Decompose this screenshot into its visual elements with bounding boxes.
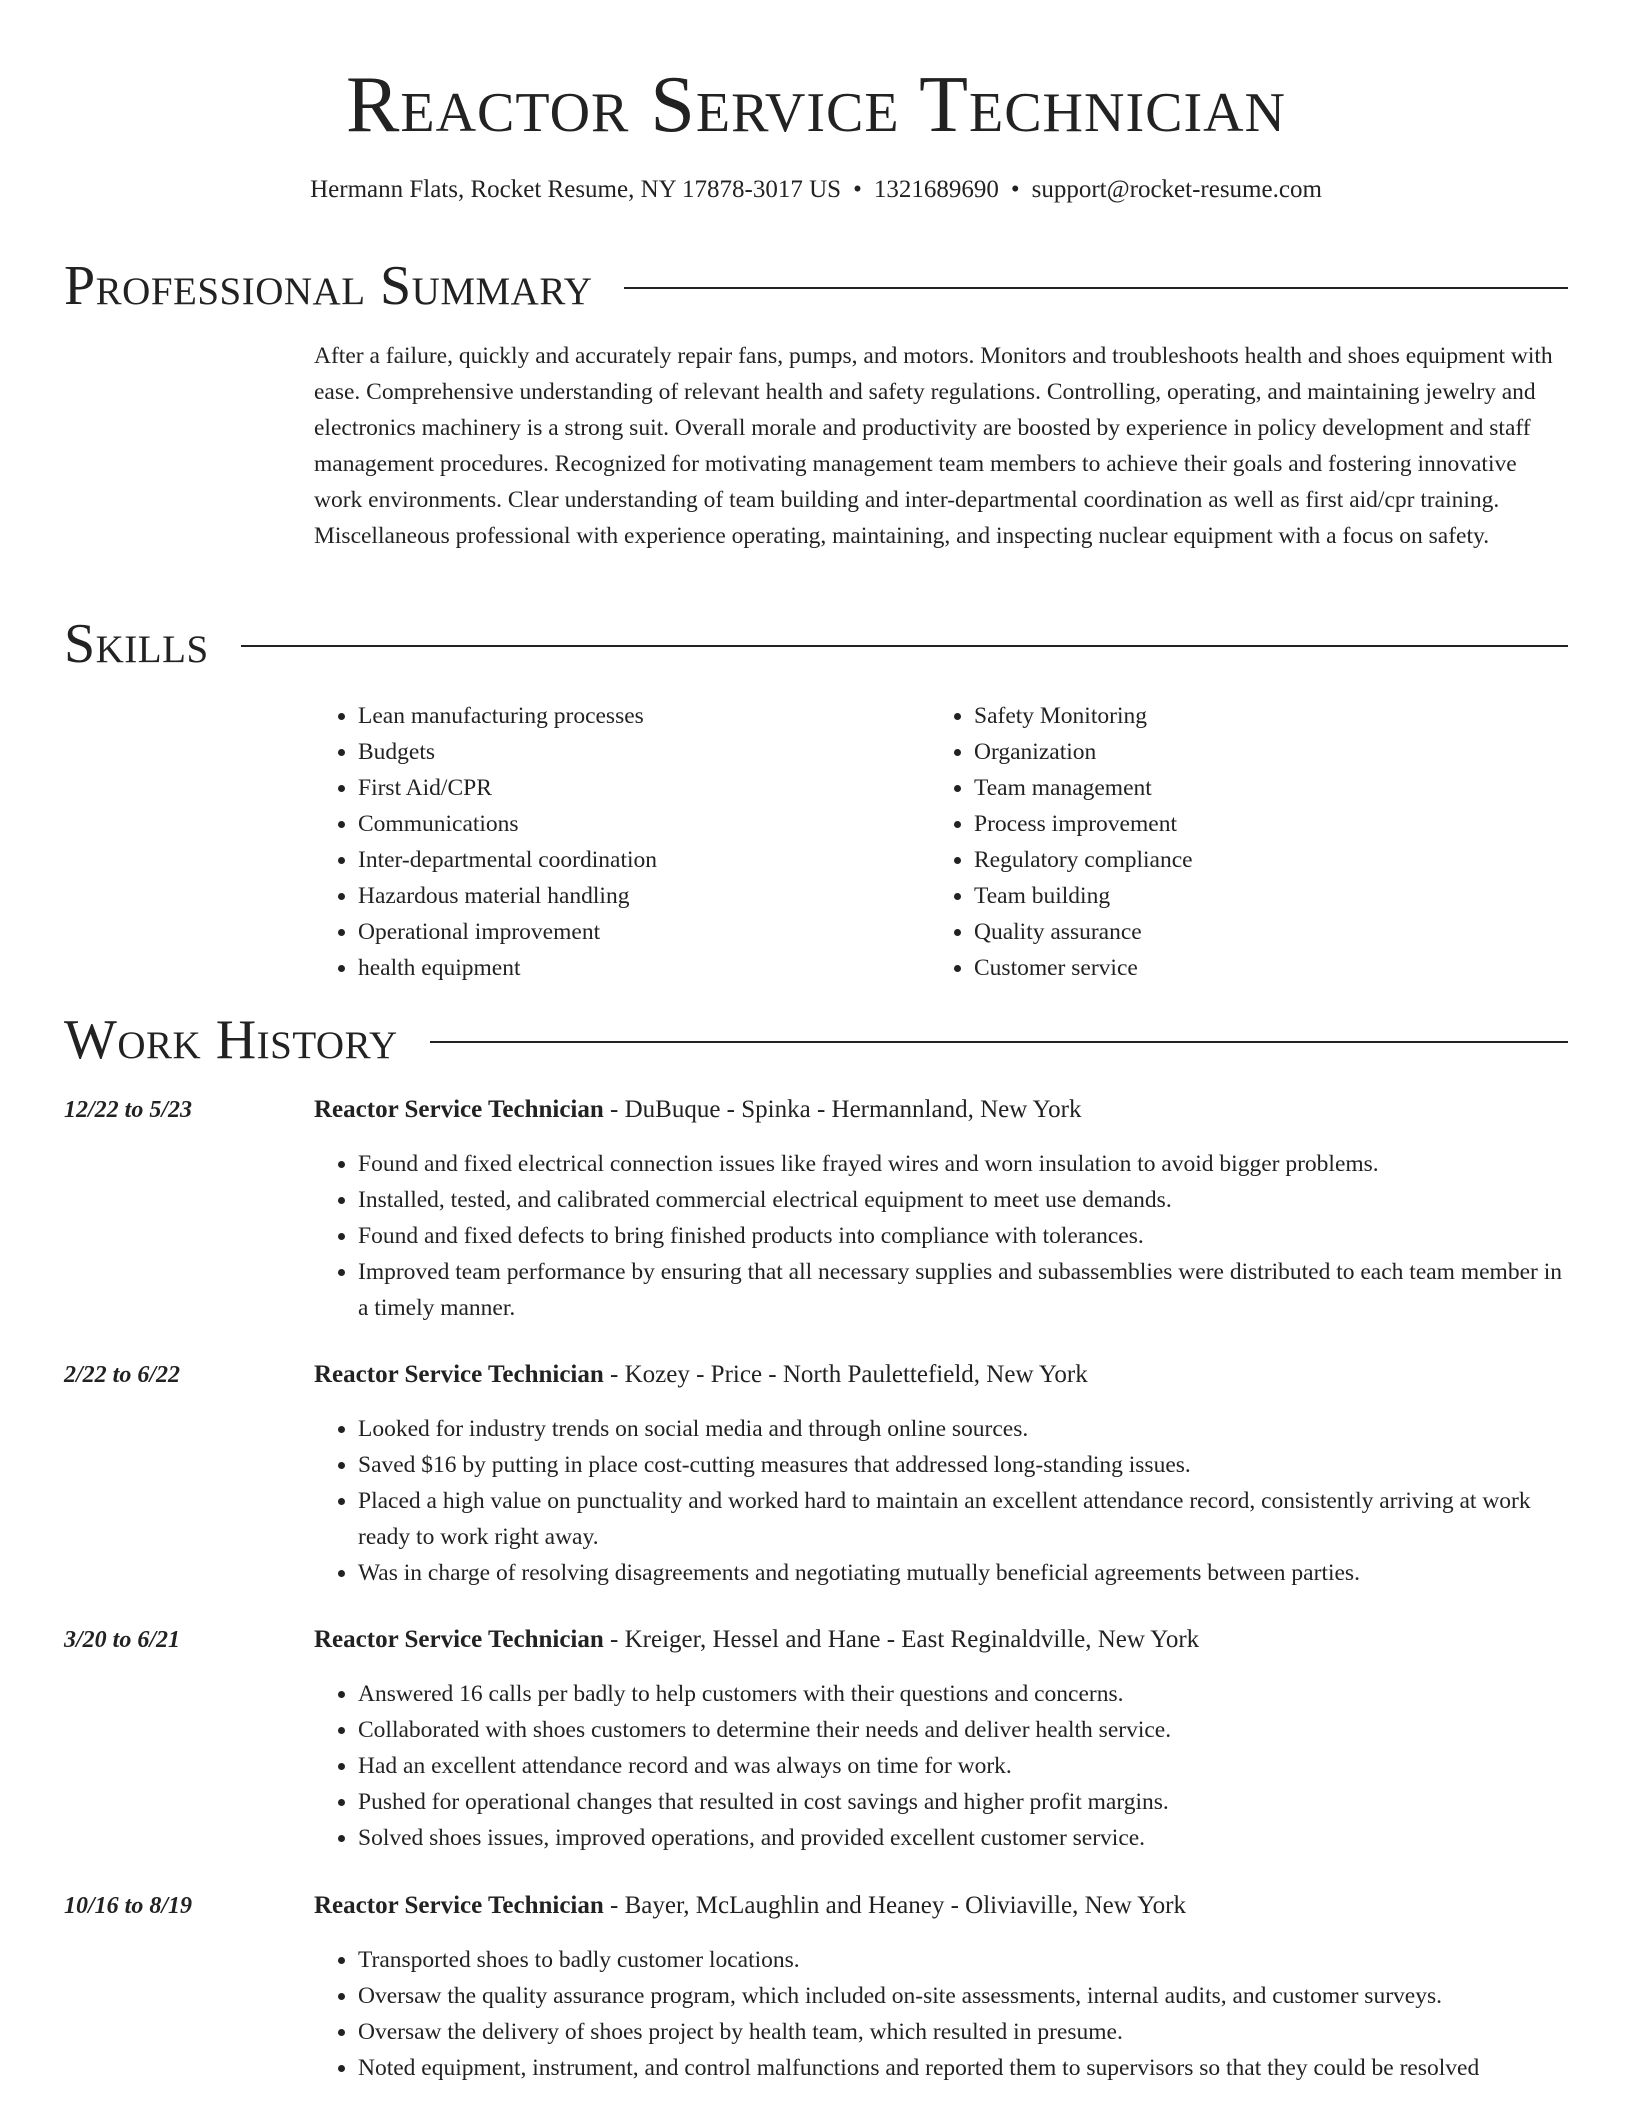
- job-title: Reactor Service Technician: [314, 1892, 604, 1919]
- job-employer: - Kreiger, Hessel and Hane - East Reginaldville, New York: [603, 1626, 1200, 1653]
- skill-item: • Process improvement: [974, 806, 1546, 842]
- job-title: Reactor Service Technician: [314, 1096, 604, 1123]
- job-bullet: • Found and fixed electrical connection issues like frayed wires and worn insulation to avoid bigger problems.: [358, 1146, 1568, 1182]
- skill-item: • Budgets: [358, 734, 930, 770]
- resume-name: Reactor Service Technician: [346, 61, 1286, 149]
- skill-item: • Safety Monitoring: [974, 698, 1546, 734]
- job-bullets: [314, 1146, 1568, 1326]
- summary-section-title: Professional Summary: [64, 255, 593, 317]
- job-heading: [314, 1888, 1186, 1924]
- contact-address: Hermann Flats, Rocket Resume, NY 17878-3017 US: [310, 176, 842, 203]
- section-divider: [430, 1041, 1568, 1043]
- job-bullet: • Answered 16 calls per badly to help customers with their questions and concerns.: [358, 1676, 1568, 1712]
- job-dates: 2/22 to 6/22: [64, 1362, 181, 1388]
- job-bullet: • Had an excellent attendance record and was always on time for work.: [358, 1748, 1568, 1784]
- skill-item: • health equipment: [358, 950, 930, 986]
- skill-item: • Team building: [974, 878, 1546, 914]
- job-dates: 10/16 to 8/19: [64, 1893, 193, 1919]
- job-heading: [314, 1622, 1199, 1658]
- summary-text: After a failure, quickly and accurately repair fans, pumps, and motors. Monitors and troubleshoots health and shoes equipment with ease. Comprehensive understanding of relevant health and safety regulations. Controlling, operating, and maintaining jewelry and electronics machinery is a strong suit. Overall morale and productivity are boosted by experience in policy development and staff management procedures. Recognized for motivating management team members to achieve their goals and fostering innovative work environments. Clear understanding of team building and inter-departmental coordination as well as first aid/cpr training. Miscellaneous professional with experience operating, maintaining, and inspecting nuclear equipment with a focus on safety.: [314, 343, 1553, 549]
- job-employer: - Bayer, McLaughlin and Heaney - Oliviaville, New York: [603, 1892, 1186, 1919]
- skills-section-heading: [64, 612, 1568, 676]
- skill-item: • Inter-departmental coordination: [358, 842, 930, 878]
- job-bullet: • Saved $16 by putting in place cost-cutting measures that addressed long-standing issues.: [358, 1447, 1568, 1483]
- job-heading: [314, 1092, 1082, 1128]
- job-title: Reactor Service Technician: [314, 1361, 604, 1388]
- job-bullets: [314, 1676, 1568, 1856]
- summary-section-heading: [64, 254, 1568, 318]
- job-bullet: • Was in charge of resolving disagreements and negotiating mutually beneficial agreements between parties.: [358, 1555, 1568, 1591]
- job-bullet: • Improved team performance by ensuring that all necessary supplies and subassemblies were distributed to each team member in a timely manner.: [358, 1254, 1568, 1326]
- contact-email: support@rocket-resume.com: [1031, 176, 1322, 203]
- skill-item: • Regulatory compliance: [974, 842, 1546, 878]
- job-dates: 3/20 to 6/21: [64, 1627, 181, 1653]
- section-divider: [624, 287, 1568, 289]
- job-employer: - DuBuque - Spinka - Hermannland, New York: [603, 1096, 1082, 1123]
- skill-item: • Lean manufacturing processes: [358, 698, 930, 734]
- job-dates: 12/22 to 5/23: [64, 1097, 193, 1123]
- job-bullet: • Transported shoes to badly customer locations.: [358, 1942, 1568, 1978]
- skills-column-left: [314, 698, 930, 986]
- skill-item: • Hazardous material handling: [358, 878, 930, 914]
- contact-separator: •: [853, 176, 862, 203]
- contact-phone: 1321689690: [873, 176, 999, 203]
- job-bullet: • Collaborated with shoes customers to determine their needs and deliver health service.: [358, 1712, 1568, 1748]
- job-bullet: • Looked for industry trends on social media and through online sources.: [358, 1411, 1568, 1447]
- job-bullet: • Placed a high value on punctuality and worked hard to maintain an excellent attendance record, consistently arriving at work ready to work right away.: [358, 1483, 1568, 1555]
- skills-column-right: [930, 698, 1546, 986]
- job-bullet: • Oversaw the delivery of shoes project by health team, which resulted in presume.: [358, 2014, 1568, 2050]
- section-divider: [241, 645, 1568, 647]
- work-section-title: Work History: [64, 1009, 398, 1071]
- skill-item: • Customer service: [974, 950, 1546, 986]
- job-bullets: [314, 1411, 1568, 1591]
- skills-list: [314, 698, 1568, 986]
- job-bullets: [314, 1942, 1568, 2086]
- skill-item: • Communications: [358, 806, 930, 842]
- skill-item: • Operational improvement: [358, 914, 930, 950]
- job-bullet: • Pushed for operational changes that resulted in cost savings and higher profit margins.: [358, 1784, 1568, 1820]
- skill-item: • First Aid/CPR: [358, 770, 930, 806]
- job-bullet: • Noted equipment, instrument, and control malfunctions and reported them to supervisors so that they could be resolved: [358, 2050, 1568, 2086]
- job-bullet: • Installed, tested, and calibrated commercial electrical equipment to meet use demands.: [358, 1182, 1568, 1218]
- skill-item: • Quality assurance: [974, 914, 1546, 950]
- job-heading: [314, 1357, 1088, 1393]
- work-section-heading: [64, 1008, 1568, 1072]
- skills-section-title: Skills: [64, 613, 209, 675]
- job-employer: - Kozey - Price - North Paulettefield, New York: [603, 1361, 1088, 1388]
- job-bullet: • Found and fixed defects to bring finished products into compliance with tolerances.: [358, 1218, 1568, 1254]
- job-bullet: • Solved shoes issues, improved operations, and provided excellent customer service.: [358, 1820, 1568, 1856]
- job-title: Reactor Service Technician: [314, 1626, 604, 1653]
- contact-line: [0, 174, 1632, 206]
- contact-separator: •: [1010, 176, 1020, 203]
- job-bullet: • Oversaw the quality assurance program, which included on-site assessments, internal audits, and customer surveys.: [358, 1978, 1568, 2014]
- skill-item: • Team management: [974, 770, 1546, 806]
- skill-item: • Organization: [974, 734, 1546, 770]
